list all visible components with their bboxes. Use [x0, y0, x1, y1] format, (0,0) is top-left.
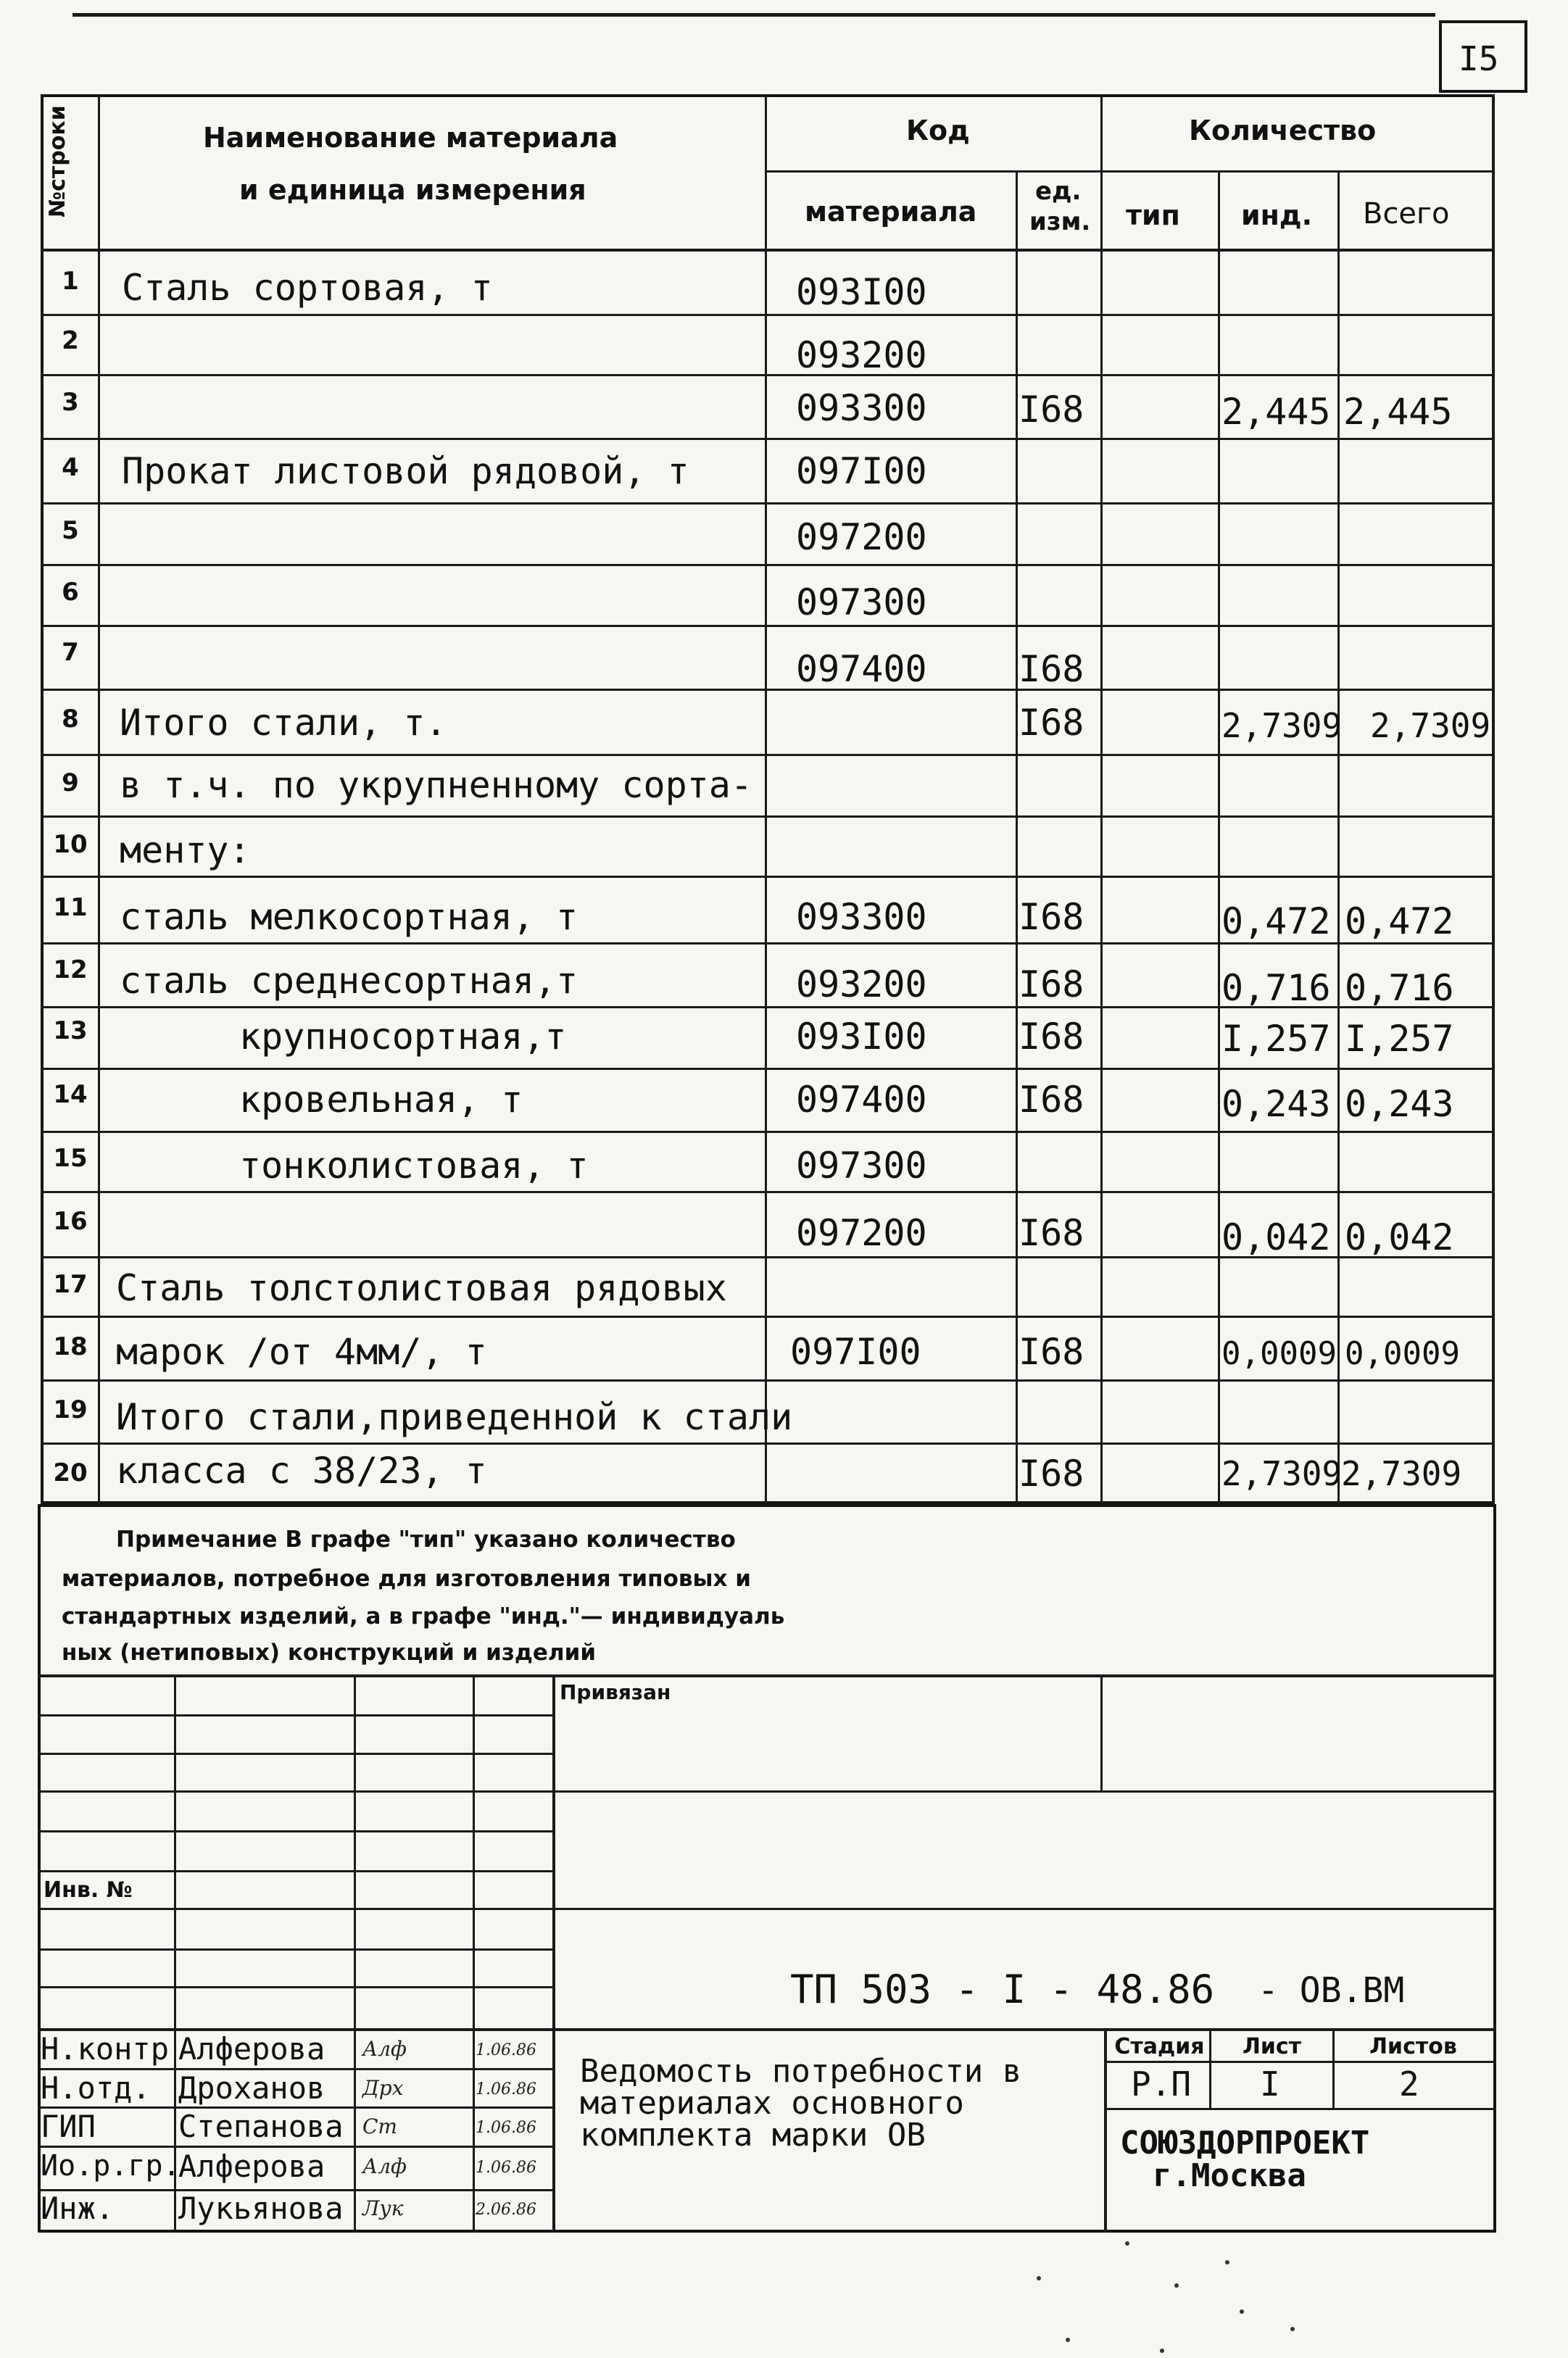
col-line — [1337, 170, 1340, 1504]
signer-signature: Лук — [362, 2196, 404, 2220]
signer-role: Ио.р.гр. — [41, 2149, 181, 2183]
sheet-title-line2: материалах основного — [580, 2085, 964, 2122]
name-header-line1: Наименование материала — [203, 122, 618, 154]
row-line — [41, 1131, 1495, 1133]
material-name: Сталь сортовая, т — [122, 267, 493, 309]
material-name: марок /от 4мм/, т — [116, 1331, 487, 1373]
unit-header-line1: ед. — [1035, 177, 1082, 206]
signer-date: 1.06.86 — [476, 2119, 536, 2137]
ind-value: 0,472 — [1221, 900, 1331, 942]
signer-role: Инж. — [41, 2191, 115, 2226]
col-line — [1218, 170, 1220, 1504]
material-header: материала — [805, 196, 977, 228]
signer-signature: Дрх — [362, 2076, 404, 2100]
total-header: Всего — [1363, 197, 1450, 231]
stamp-left-row — [38, 1714, 554, 1716]
material-code: 093I00 — [796, 1016, 927, 1058]
material-code: 097I00 — [796, 450, 927, 492]
total-value: 0,472 — [1345, 900, 1454, 942]
signer-signature: Алф — [362, 2037, 407, 2061]
ind-value: 0,716 — [1221, 967, 1331, 1009]
signer-signature: Ст — [362, 2114, 397, 2138]
sheets-value: 2 — [1399, 2064, 1419, 2104]
col-line — [1016, 170, 1018, 1504]
row-number: 14 — [53, 1080, 88, 1109]
document-suffix: - ОВ.ВМ — [1258, 1970, 1405, 2011]
signer-role: Н.отд. — [41, 2070, 151, 2106]
ind-value: 0,042 — [1221, 1216, 1331, 1258]
material-code: 093200 — [796, 334, 927, 376]
material-name: класса с 38/23, т — [116, 1450, 487, 1492]
total-value: 2,445 — [1343, 391, 1453, 433]
row-line — [41, 625, 1495, 627]
stamp-col-line — [1100, 1674, 1103, 1790]
material-name: крупносортная,т — [239, 1016, 567, 1058]
total-value: 0,042 — [1345, 1216, 1454, 1258]
material-name: Итого стали,приведенной к стали — [116, 1396, 793, 1438]
stage-value: Р.П — [1131, 2064, 1192, 2104]
title-row-line — [1104, 2061, 1496, 2063]
material-code: 097400 — [796, 648, 927, 690]
stamp-left-row — [38, 1948, 554, 1951]
type-header: тип — [1126, 199, 1180, 231]
material-code: 093300 — [796, 387, 927, 429]
material-code: 093300 — [796, 896, 927, 938]
row-number: 18 — [53, 1332, 88, 1361]
row-number: 16 — [53, 1207, 88, 1236]
row-line — [41, 1442, 1495, 1445]
ind-value: 0,0009 — [1221, 1335, 1337, 1372]
ind-value: 0,243 — [1221, 1083, 1331, 1125]
stamp-left-row — [38, 1753, 554, 1755]
row-number: 15 — [53, 1144, 88, 1173]
signer-name: Алферова — [178, 2031, 325, 2067]
material-name: сталь среднесортная,т — [120, 960, 578, 1002]
row-number: 10 — [53, 830, 88, 859]
sheet-value: I — [1260, 2064, 1280, 2104]
stamp-left-row — [38, 1986, 554, 1988]
signer-name: Алферова — [178, 2149, 325, 2184]
unit-code: I68 — [1019, 1079, 1084, 1121]
unit-code: I68 — [1019, 896, 1084, 938]
stamp-left-row — [38, 1790, 1496, 1793]
col-line — [98, 94, 100, 1504]
row-line — [41, 1068, 1495, 1070]
note-line4: ных (нетиповых) конструкций и изделий — [62, 1640, 597, 1666]
scan-speck — [1160, 2349, 1164, 2353]
signer-signature: Алф — [362, 2154, 407, 2178]
row-line — [41, 502, 1495, 505]
ind-value: 2,7309 — [1221, 1454, 1343, 1493]
unit-code: I68 — [1019, 389, 1084, 431]
row-number: 1 — [62, 267, 79, 296]
scan-speck — [1037, 2276, 1041, 2280]
row-line — [41, 1191, 1495, 1193]
total-value: 0,243 — [1345, 1083, 1454, 1125]
unit-code: I68 — [1019, 963, 1084, 1005]
material-code: 097I00 — [790, 1331, 921, 1373]
row-number: 12 — [53, 955, 88, 984]
row-number: 3 — [62, 388, 79, 417]
name-header-line2: и единица измерения — [239, 174, 586, 206]
col-line — [1492, 94, 1494, 1504]
row-line — [41, 754, 1495, 756]
row-number: 4 — [62, 453, 79, 482]
signer-role: Н.контр — [41, 2031, 170, 2067]
material-code: 097200 — [796, 516, 927, 558]
stamp-left-row — [38, 1830, 554, 1832]
ind-value: 2,445 — [1221, 391, 1331, 433]
material-name: менту: — [120, 829, 251, 871]
quantity-header: Количество — [1189, 115, 1377, 146]
stamp-left-row — [38, 1870, 554, 1872]
row-line — [41, 1379, 1495, 1382]
sheet-title-line1: Ведомость потребности в — [580, 2053, 1022, 2090]
row-number: 8 — [62, 705, 79, 734]
total-value: 2,7309 — [1341, 1454, 1462, 1493]
row-line — [41, 314, 1495, 316]
title-col-line — [1332, 2028, 1335, 2108]
unit-code: I68 — [1019, 1453, 1084, 1495]
row-line — [41, 564, 1495, 566]
stage-label: Стадия — [1114, 2034, 1205, 2059]
material-name: Прокат листовой рядовой, т — [122, 450, 689, 492]
row-number: 19 — [53, 1395, 88, 1424]
col-line — [765, 94, 767, 1504]
row-line — [41, 438, 1495, 440]
col-line — [1100, 94, 1103, 1504]
row-number: 13 — [53, 1016, 88, 1045]
row-number: 7 — [62, 638, 79, 667]
material-name: сталь мелкосортная, т — [120, 896, 578, 938]
unit-code: I68 — [1019, 1212, 1084, 1254]
row-number: 17 — [53, 1270, 88, 1299]
ind-value: I,257 — [1221, 1018, 1331, 1060]
ind-header: инд. — [1241, 199, 1313, 231]
unit-header-line2: изм. — [1029, 207, 1091, 236]
unit-code: I68 — [1019, 702, 1084, 744]
document-code: ТП 503 - I - 48.86 — [790, 1967, 1215, 2012]
material-name: Сталь толстолистовая рядовых — [116, 1267, 727, 1309]
row-number: 11 — [53, 893, 88, 922]
top-edge-line — [72, 13, 1435, 17]
organization-name: СОЮЗДОРПРОЕКТ — [1120, 2125, 1370, 2162]
material-code: 097300 — [796, 581, 927, 623]
stamp-left-row — [38, 1908, 1496, 1910]
header-line — [765, 170, 1493, 173]
scan-speck — [1290, 2327, 1295, 2331]
signer-name: Лукьянова — [178, 2191, 344, 2226]
sheet-title-line3: комплекта марки ОВ — [580, 2117, 926, 2154]
signer-name: Дроханов — [178, 2070, 325, 2106]
sheets-label: Листов — [1369, 2034, 1457, 2059]
row-line — [41, 876, 1495, 878]
scan-speck — [1225, 2260, 1229, 2264]
title-col-line — [1209, 2028, 1211, 2108]
stamp-left-row — [38, 2146, 554, 2148]
material-name: в т.ч. по укрупненному сорта- — [120, 764, 752, 806]
signer-name: Степанова — [178, 2109, 344, 2144]
scan-speck — [1240, 2309, 1244, 2314]
total-value: 2,7309 — [1370, 706, 1491, 745]
material-name: тонколистовая, т — [239, 1145, 589, 1187]
row-line — [41, 942, 1495, 945]
scan-speck — [1066, 2338, 1070, 2342]
signer-date: 1.06.86 — [476, 2041, 536, 2059]
unit-code: I68 — [1019, 1331, 1084, 1373]
sheet-label: Лист — [1242, 2034, 1302, 2059]
inv-number-label: Инв. № — [43, 1877, 133, 1903]
total-value: 0,716 — [1345, 967, 1454, 1009]
row-number: 20 — [53, 1458, 88, 1487]
unit-code: I68 — [1019, 648, 1084, 690]
row-number: 2 — [62, 326, 79, 355]
scan-speck — [1174, 2283, 1179, 2288]
row-number: 5 — [62, 516, 79, 545]
row-number: 9 — [62, 768, 79, 797]
material-name: Итого стали, т. — [120, 702, 447, 744]
total-value: 0,0009 — [1345, 1335, 1460, 1372]
stamp-col-line — [354, 1674, 356, 2233]
row-line — [41, 374, 1495, 376]
stamp-col-line — [552, 1674, 555, 2233]
material-code: 097400 — [796, 1079, 927, 1121]
ind-value: 2,7309 — [1221, 706, 1343, 745]
scan-speck — [1125, 2241, 1129, 2246]
organization-city: г.Москва — [1153, 2157, 1306, 2194]
code-header: Код — [906, 115, 970, 146]
row-line — [41, 689, 1495, 691]
material-code: 097200 — [796, 1212, 927, 1254]
row-line — [41, 1316, 1495, 1318]
title-row-line — [1104, 2108, 1496, 2110]
row-number: 6 — [62, 578, 79, 607]
stamp-top-line — [38, 1674, 1496, 1677]
row-number-header: №строки — [45, 105, 70, 217]
bound-label: Привязан — [560, 1680, 671, 1704]
note-line2: материалов, потребное для изготовления типовых и — [62, 1566, 752, 1592]
header-bottom-line — [41, 249, 1495, 252]
signer-date: 2.06.86 — [476, 2201, 536, 2219]
page-number: I5 — [1459, 39, 1499, 78]
note-line3: стандартных изделий, а в графе "инд."— индивидуаль — [62, 1603, 785, 1630]
signer-role: ГИП — [41, 2109, 96, 2144]
stamp-col-line — [473, 1674, 475, 2233]
signer-date: 1.06.86 — [476, 2080, 536, 2098]
material-code: 093200 — [796, 963, 927, 1005]
row-line — [41, 815, 1495, 818]
material-code: 093I00 — [796, 271, 927, 313]
title-col-line — [1104, 2028, 1107, 2233]
note-line1: Примечание В графе "тип" указано количество — [116, 1527, 736, 1553]
unit-code: I68 — [1019, 1016, 1084, 1058]
material-code: 097300 — [796, 1145, 927, 1187]
signer-date: 1.06.86 — [476, 2159, 536, 2177]
material-name: кровельная, т — [239, 1079, 523, 1121]
total-value: I,257 — [1345, 1018, 1454, 1060]
